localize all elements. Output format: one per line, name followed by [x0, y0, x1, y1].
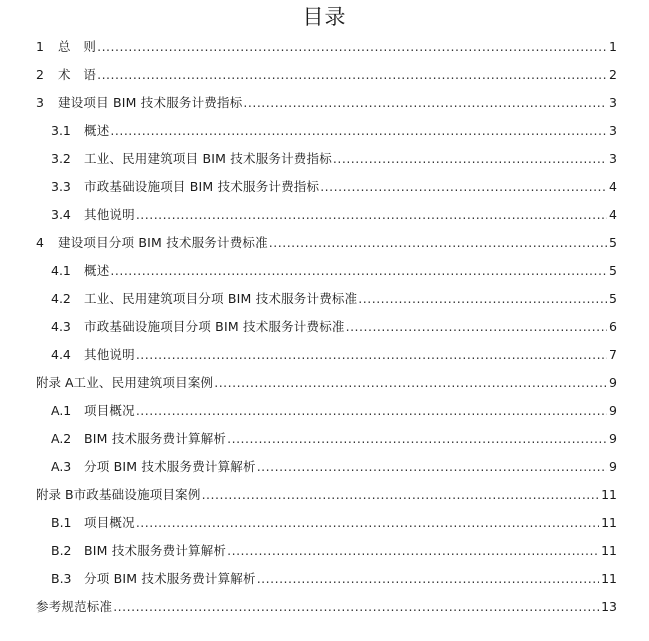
- toc-entry-title: 建设项目 BIM 技术服务计费指标: [58, 95, 243, 110]
- toc-entry[interactable]: [0, 509, 649, 537]
- toc-entry-title: 分项 BIM 技术服务费计算解析: [84, 459, 256, 474]
- toc-entry-page: 13: [601, 599, 617, 614]
- toc-entry[interactable]: [0, 313, 649, 341]
- toc-entry-page: 3: [609, 151, 617, 166]
- toc-entry-number: 3: [36, 95, 44, 110]
- dot-leader: [136, 397, 607, 425]
- toc-entry-page: 11: [601, 543, 617, 558]
- dot-leader: [97, 61, 607, 89]
- toc-entry[interactable]: [0, 173, 649, 201]
- toc-entry[interactable]: [0, 341, 649, 369]
- toc-title: 目录: [302, 5, 347, 29]
- toc-entry-number: 3.2: [51, 151, 71, 166]
- dot-leader: [257, 453, 607, 481]
- toc-entry-number: B.1: [51, 515, 72, 530]
- toc-entry-number: 3.4: [51, 207, 71, 222]
- toc-entry[interactable]: [0, 397, 649, 425]
- toc-entry-number: B.3: [51, 571, 72, 586]
- toc-entry[interactable]: [0, 565, 649, 593]
- toc-entry-number: 3.3: [51, 179, 71, 194]
- toc-entry-title: 建设项目分项 BIM 技术服务计费标准: [58, 235, 268, 250]
- toc-entry-title: 概述: [84, 263, 110, 278]
- dot-leader: [110, 117, 607, 145]
- toc-entry-title: 工业、民用建筑项目 BIM 技术服务计费指标: [84, 151, 332, 166]
- toc-entry-title: 项目概况: [84, 515, 135, 530]
- toc-entry[interactable]: [0, 425, 649, 453]
- dot-leader: [136, 341, 607, 369]
- toc-entry[interactable]: [0, 369, 649, 397]
- dot-leader: [113, 593, 599, 621]
- toc-entry-page: 9: [609, 431, 617, 446]
- toc-entry-number: 4.2: [51, 291, 71, 306]
- toc-entry-title: 工业、民用建筑项目分项 BIM 技术服务计费标准: [84, 291, 358, 306]
- toc-entry-title: 分项 BIM 技术服务费计算解析: [84, 571, 256, 586]
- toc-entry-title: 其他说明: [84, 347, 135, 362]
- dot-leader: [333, 145, 607, 173]
- toc-entry[interactable]: [0, 537, 649, 565]
- toc-entry[interactable]: [0, 593, 649, 621]
- toc-entry-number: 2: [36, 67, 44, 82]
- toc-entry-number: 附录 A: [36, 375, 74, 390]
- dot-leader: [358, 285, 607, 313]
- dot-leader: [269, 229, 607, 257]
- toc-entry-number: 4: [36, 235, 44, 250]
- toc-entry-number: A.2: [51, 431, 72, 446]
- toc-entry[interactable]: [0, 285, 649, 313]
- toc-entry-page: 4: [609, 207, 617, 222]
- toc-entry-page: 3: [609, 123, 617, 138]
- toc-entry-page: 11: [601, 515, 617, 530]
- toc-entry-title: 参考规范标准: [36, 599, 113, 614]
- dot-leader: [214, 369, 607, 397]
- toc-entry[interactable]: [0, 117, 649, 145]
- toc-entry-page: 9: [609, 403, 617, 418]
- dot-leader: [97, 33, 607, 61]
- toc-entry-title: 项目概况: [84, 403, 135, 418]
- dot-leader: [202, 481, 600, 509]
- toc-entry[interactable]: [0, 201, 649, 229]
- toc-entry-page: 11: [601, 571, 617, 586]
- toc-entry-title: 总 则: [58, 39, 97, 54]
- toc-entry-title: 市政基础设施项目案例: [73, 487, 201, 502]
- toc-list: [0, 33, 649, 621]
- toc-entry-number: 4.4: [51, 347, 71, 362]
- dot-leader: [320, 173, 607, 201]
- dot-leader: [110, 257, 607, 285]
- toc-entry-page: 5: [609, 291, 617, 306]
- toc-entry-page: 11: [601, 487, 617, 502]
- toc-entry[interactable]: [0, 145, 649, 173]
- toc-entry-number: 3.1: [51, 123, 71, 138]
- toc-entry[interactable]: [0, 33, 649, 61]
- toc-entry-number: A.3: [51, 459, 72, 474]
- toc-entry-number: 1: [36, 39, 44, 54]
- toc-entry-number: B.2: [51, 543, 72, 558]
- toc-entry[interactable]: [0, 61, 649, 89]
- dot-leader: [346, 313, 607, 341]
- toc-entry-number: A.1: [51, 403, 72, 418]
- toc-entry[interactable]: [0, 481, 649, 509]
- toc-entry-title: 工业、民用建筑项目案例: [73, 375, 214, 390]
- toc-entry-page: 4: [609, 179, 617, 194]
- dot-leader: [227, 537, 599, 565]
- toc-entry-page: 5: [609, 263, 617, 278]
- toc-entry-title: BIM 技术服务费计算解析: [84, 543, 227, 558]
- toc-entry-page: 9: [609, 375, 617, 390]
- toc-entry[interactable]: [0, 453, 649, 481]
- toc-entry[interactable]: [0, 229, 649, 257]
- toc-entry-number: 附录 B: [36, 487, 74, 502]
- dot-leader: [136, 201, 607, 229]
- dot-leader: [243, 89, 607, 117]
- toc-entry-title: 概述: [84, 123, 110, 138]
- toc-entry-page: 9: [609, 459, 617, 474]
- toc-entry-page: 6: [609, 319, 617, 334]
- toc-entry-title: 其他说明: [84, 207, 135, 222]
- toc-entry-page: 1: [609, 39, 617, 54]
- toc-entry[interactable]: [0, 257, 649, 285]
- toc-entry-title: 术 语: [58, 67, 97, 82]
- dot-leader: [257, 565, 599, 593]
- toc-entry-page: 3: [609, 95, 617, 110]
- dot-leader: [136, 509, 599, 537]
- toc-entry-title: BIM 技术服务费计算解析: [84, 431, 227, 446]
- toc-entry-page: 5: [609, 235, 617, 250]
- toc-entry-title: 市政基础设施项目 BIM 技术服务计费指标: [84, 179, 320, 194]
- toc-entry-title: 市政基础设施项目分项 BIM 技术服务计费标准: [84, 319, 345, 334]
- toc-entry-page: 7: [609, 347, 617, 362]
- toc-entry-number: 4.1: [51, 263, 71, 278]
- dot-leader: [227, 425, 607, 453]
- toc-entry[interactable]: [0, 89, 649, 117]
- toc-entry-number: 4.3: [51, 319, 71, 334]
- toc-entry-page: 2: [609, 67, 617, 82]
